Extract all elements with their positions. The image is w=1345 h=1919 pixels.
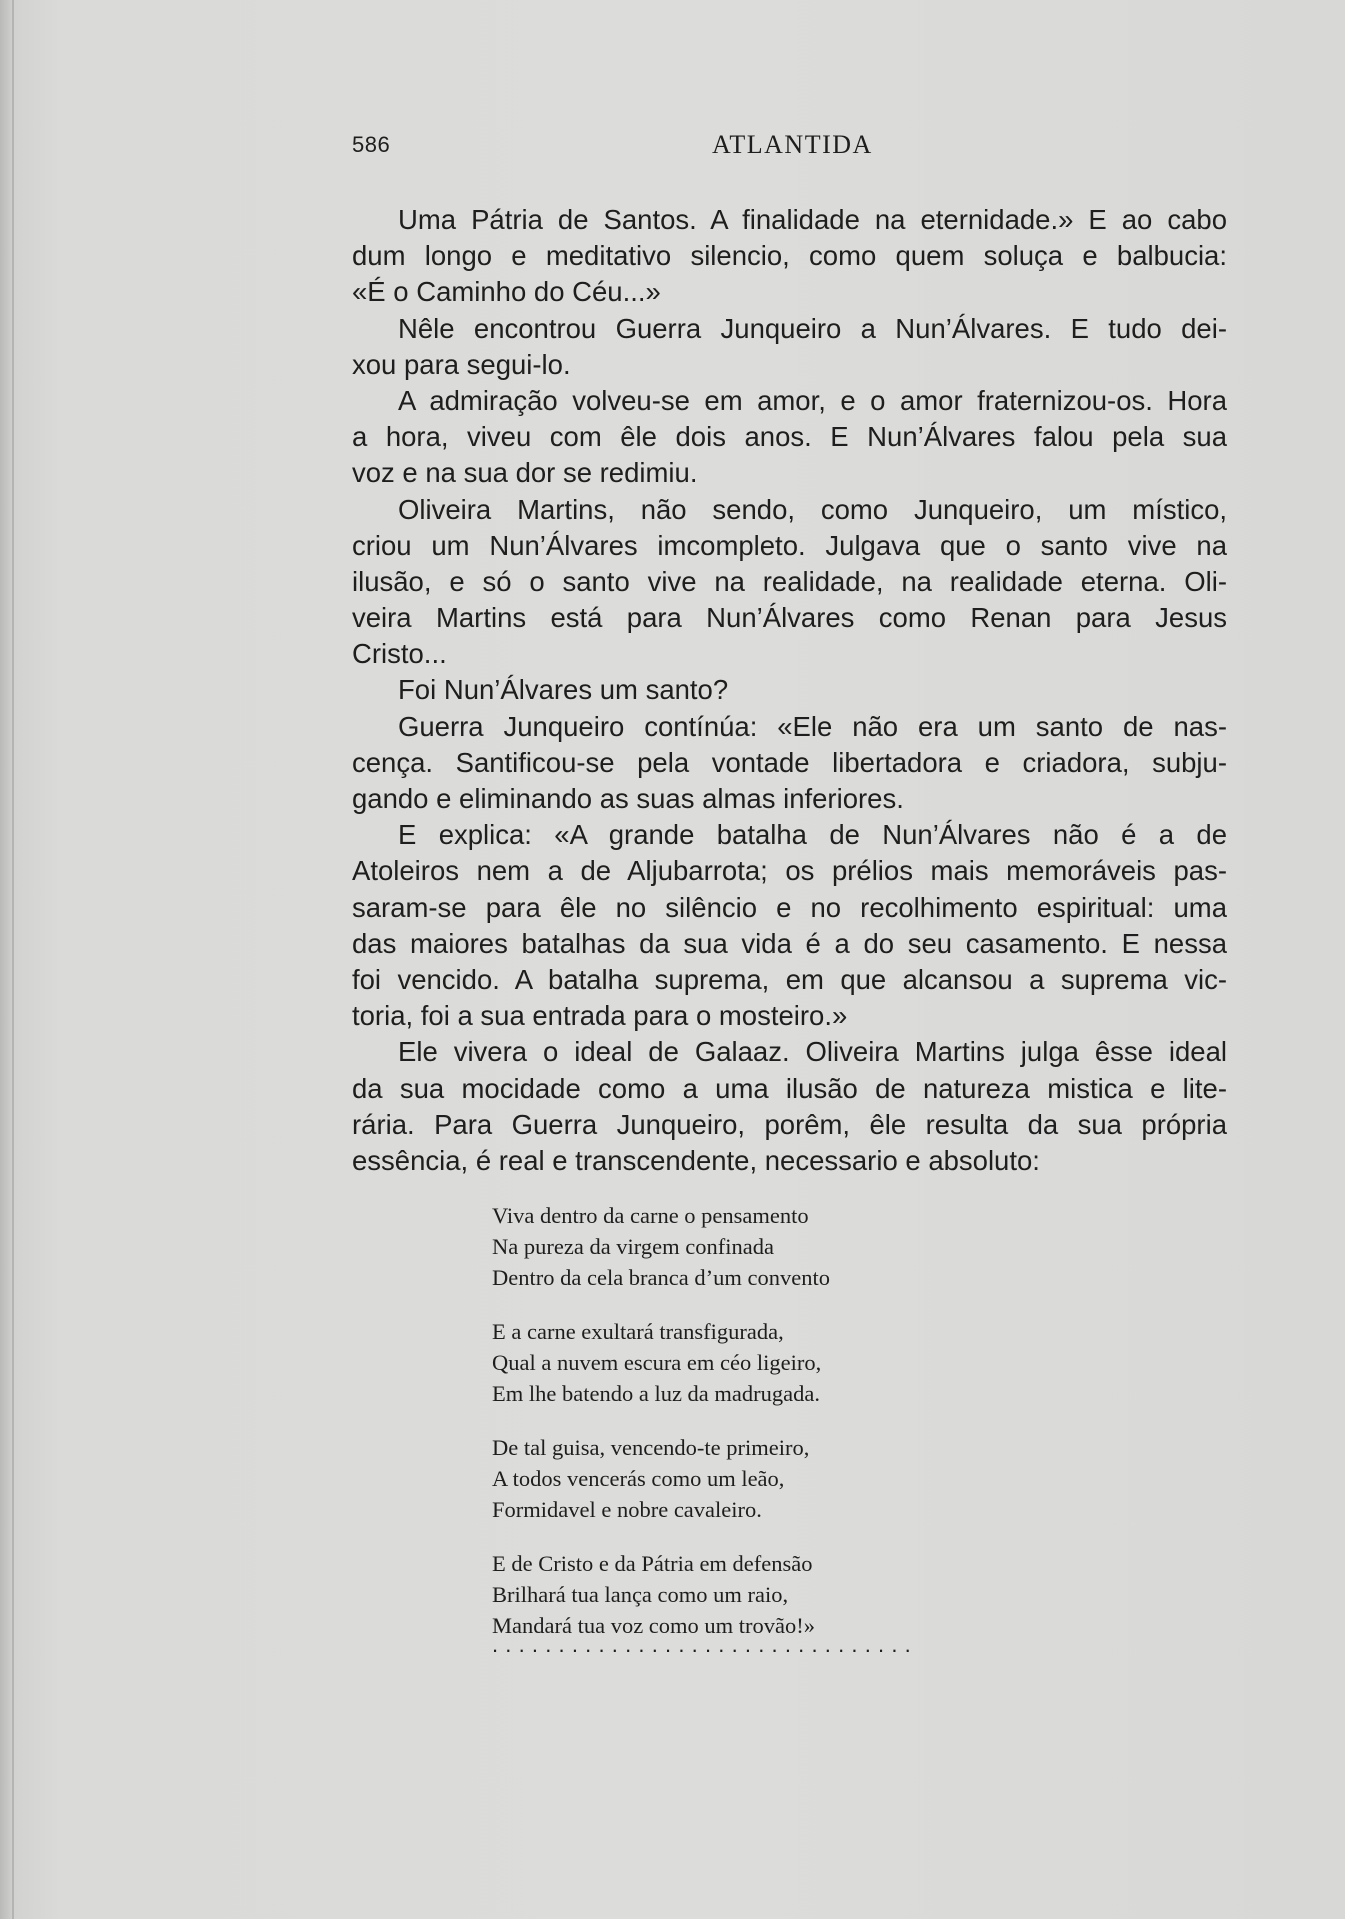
poem-verse: E a carne exultará transfigurada,	[492, 1319, 784, 1344]
poem-verse: E de Cristo e da Pátria em defensão	[492, 1551, 813, 1576]
text-line: rária. Para Guerra Junqueiro, porêm, êle resulta da sua própria	[352, 1108, 1227, 1140]
poem-verse: Formidavel e nobre cavaleiro.	[492, 1497, 762, 1522]
poem-verse: Mandará tua voz como um trovão!»	[492, 1613, 816, 1638]
text-line: toria, foi a sua entrada para o mosteiro.»	[352, 1000, 848, 1032]
text-line: A admiração volveu-se em amor, e o amor fraternizou-os. Hora	[398, 384, 1227, 416]
poem-verse: Dentro da cela branca d’um convento	[492, 1265, 830, 1290]
text-line: veira Martins está para Nun’Álvares como Renan para Jesus	[352, 602, 1227, 634]
text-line: saram-se para êle no silêncio e no recolhimento espiritual: uma	[352, 891, 1227, 923]
text-line: a hora, viveu com êle dois anos. E Nun’Álvares falou pela sua	[352, 421, 1227, 453]
text-line: da sua mocidade como a uma ilusão de natureza mistica e lite-	[352, 1072, 1227, 1104]
poem-verse: Na pureza da virgem confinada	[492, 1234, 774, 1259]
text-line: essência, é real e transcendente, necessario e absoluto:	[352, 1144, 1040, 1176]
text-line: gando e eliminando as suas almas inferiores.	[352, 783, 904, 814]
poem-verse: A todos vencerás como um leão,	[492, 1466, 785, 1491]
poem-verse: De tal guisa, vencendo-te primeiro,	[492, 1435, 810, 1460]
text-line: ilusão, e só o santo vive na realidade, na realidade eterna. Oli-	[352, 565, 1227, 597]
page-number: 586	[352, 132, 391, 157]
page-edge-shadow	[12, 0, 14, 1919]
text-line: Nêle encontrou Guerra Junqueiro a Nun’Álvares. E tudo dei-	[398, 312, 1227, 344]
body-text	[352, 202, 1227, 1179]
text-line: «É o Caminho do Céu...»	[352, 276, 661, 308]
text-line: cença. Santificou-se pela vontade libertadora e criadora, subju-	[352, 746, 1227, 778]
text-line: Foi Nun’Álvares um santo?	[398, 674, 729, 706]
ellipsis-row: ................................	[492, 1632, 918, 1657]
poem-stanza	[492, 1432, 1092, 1525]
poem-stanza	[492, 1200, 1092, 1293]
text-line: das maiores batalhas da sua vida é a do seu casamento. E nessa	[352, 927, 1227, 959]
text-line: Ele vivera o ideal de Galaaz. Oliveira Martins julga êsse ideal	[398, 1036, 1227, 1068]
poem-verse: Brilhará tua lança como um raio,	[492, 1582, 789, 1607]
text-line: E explica: «A grande batalha de Nun’Álvares não é a de	[398, 819, 1227, 851]
text-line: Atoleiros nem a de Aljubarrota; os prélios mais memoráveis pas-	[352, 855, 1227, 887]
text-line: voz e na sua dor se redimiu.	[352, 457, 698, 489]
page-header	[352, 128, 872, 168]
poem-stanza	[492, 1316, 1092, 1409]
poem-stanza	[492, 1548, 1092, 1641]
poem-verse: Qual a nuvem escura em céo ligeiro,	[492, 1350, 822, 1375]
text-line: criou um Nun’Álvares imcompleto. Julgava que o santo vive na	[352, 529, 1227, 561]
running-title: ATLANTIDA	[712, 130, 873, 159]
text-line: Guerra Junqueiro contínúa: «Ele não era um santo de nas-	[398, 710, 1227, 742]
text-line: Oliveira Martins, não sendo, como Junqueiro, um místico,	[398, 493, 1227, 525]
poem-verse: Em lhe batendo a luz da madrugada.	[492, 1381, 820, 1406]
text-line: Uma Pátria de Santos. A finalidade na eternidade.» E ao cabo	[398, 204, 1227, 235]
poem	[492, 1200, 1092, 1664]
text-line: Cristo...	[352, 638, 447, 670]
text-line: foi vencido. A batalha suprema, em que alcansou a suprema vic-	[352, 963, 1227, 995]
text-line: xou para segui-lo.	[352, 348, 571, 380]
text-line: dum longo e meditativo silencio, como quem soluça e balbucia:	[352, 240, 1227, 272]
poem-verse: Viva dentro da carne o pensamento	[492, 1203, 809, 1228]
